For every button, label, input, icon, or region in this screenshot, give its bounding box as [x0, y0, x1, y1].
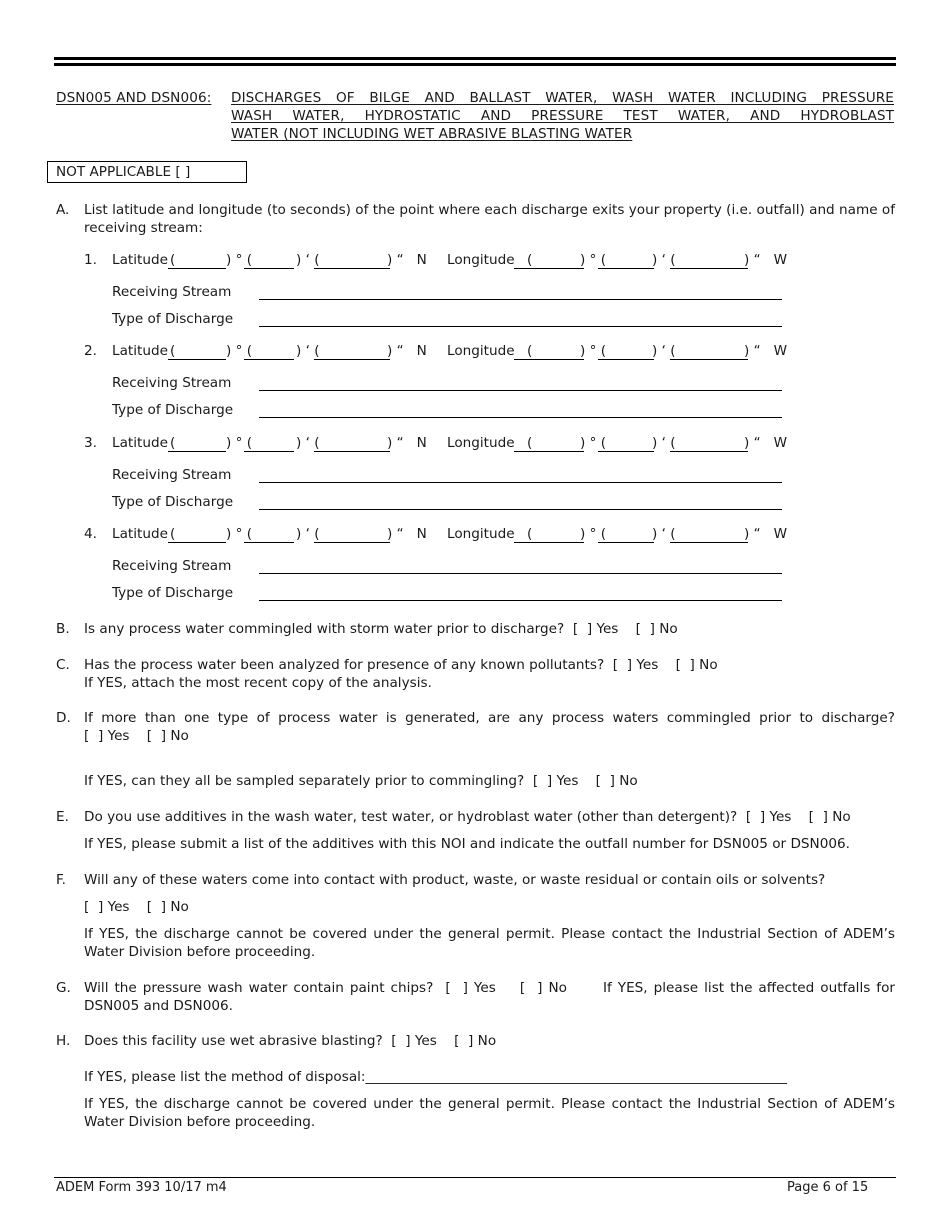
section-d-options[interactable]: [ ] Yes [ ] No — [84, 728, 189, 744]
latitude-degrees-open: ( — [170, 343, 176, 359]
not-applicable-checkbox[interactable]: NOT APPLICABLE [ ] — [47, 161, 247, 183]
longitude-degrees-input[interactable] — [514, 451, 584, 452]
latitude-degrees-open: ( — [170, 526, 176, 542]
latitude-label: Latitude — [112, 435, 168, 451]
longitude-degrees-open: ( — [527, 252, 533, 268]
latitude-degrees-input[interactable] — [168, 542, 226, 543]
latitude-minutes-close: ) ‘ ( — [296, 252, 320, 268]
location-number: 4. — [84, 526, 97, 542]
latitude-degrees-close: ) ° ( — [226, 435, 253, 451]
latitude-seconds-close: ) “ N — [387, 252, 427, 268]
latitude-seconds-input[interactable] — [314, 359, 390, 360]
section-h-text[interactable]: Does this facility use wet abrasive blasting? [ ] Yes [ ] No — [84, 1033, 497, 1049]
longitude-seconds-close: ) “ W — [744, 526, 788, 542]
title-line-1: DISCHARGES OF BILGE AND BALLAST WATER, WASH WATER INCLUDING PRESSURE — [231, 90, 894, 106]
longitude-degrees-input[interactable] — [514, 542, 584, 543]
section-d-text: If more than one type of process water is generated, are any process waters commingled prior to discharge? — [84, 710, 895, 726]
longitude-minutes-close: ) ‘ ( — [652, 526, 676, 542]
latitude-degrees-input[interactable] — [168, 268, 226, 269]
type-of-discharge-label: Type of Discharge — [112, 585, 234, 601]
latitude-minutes-input[interactable] — [244, 268, 294, 269]
longitude-minutes-input[interactable] — [598, 359, 654, 360]
longitude-degrees-input[interactable] — [514, 359, 584, 360]
receiving-stream-label: Receiving Stream — [112, 284, 232, 300]
latitude-degrees-input[interactable] — [168, 451, 226, 452]
latitude-degrees-open: ( — [170, 252, 176, 268]
receiving-stream-input[interactable] — [259, 482, 782, 483]
latitude-seconds-close: ) “ N — [387, 526, 427, 542]
longitude-degrees-open: ( — [527, 343, 533, 359]
latitude-seconds-input[interactable] — [314, 451, 390, 452]
latitude-degrees-close: ) ° ( — [226, 526, 253, 542]
location-number: 3. — [84, 435, 97, 451]
longitude-seconds-input[interactable] — [670, 451, 748, 452]
longitude-seconds-input[interactable] — [670, 268, 748, 269]
latitude-seconds-close: ) “ N — [387, 343, 427, 359]
section-e-letter: E. — [56, 809, 69, 825]
title-line-2: WASH WATER, HYDROSTATIC AND PRESSURE TEST WATER, AND HYDROBLAST — [231, 108, 894, 124]
type-of-discharge-input[interactable] — [259, 509, 782, 510]
latitude-minutes-input[interactable] — [244, 451, 294, 452]
longitude-minutes-input[interactable] — [598, 268, 654, 269]
latitude-minutes-close: ) ‘ ( — [296, 343, 320, 359]
longitude-degrees-input[interactable] — [514, 268, 584, 269]
form-id: ADEM Form 393 10/17 m4 — [56, 1180, 227, 1195]
type-of-discharge-label: Type of Discharge — [112, 311, 234, 327]
longitude-label: Longitude — [447, 435, 515, 451]
receiving-stream-input[interactable] — [259, 390, 782, 391]
longitude-minutes-close: ) ‘ ( — [652, 252, 676, 268]
longitude-degrees-close: ) ° ( — [580, 343, 607, 359]
section-f-options[interactable]: [ ] Yes [ ] No — [84, 899, 189, 915]
section-b-text[interactable]: Is any process water commingled with storm water prior to discharge? [ ] Yes [ ] No — [84, 621, 678, 637]
footer-rule — [54, 1177, 896, 1178]
longitude-seconds-input[interactable] — [670, 359, 748, 360]
section-c-followup: If YES, attach the most recent copy of the analysis. — [84, 675, 432, 691]
receiving-stream-input[interactable] — [259, 299, 782, 300]
longitude-degrees-close: ) ° ( — [580, 526, 607, 542]
latitude-label: Latitude — [112, 252, 168, 268]
receiving-stream-input[interactable] — [259, 573, 782, 574]
section-f-text: Will any of these waters come into contact with product, waste, or waste residual or contain oils or solvents? — [84, 872, 826, 888]
type-of-discharge-input[interactable] — [259, 600, 782, 601]
section-e-text[interactable]: Do you use additives in the wash water, test water, or hydroblast water (other than detergent)? [ ] Yes [ ] No — [84, 809, 851, 825]
section-g-letter: G. — [56, 980, 71, 996]
latitude-minutes-close: ) ‘ ( — [296, 526, 320, 542]
latitude-minutes-input[interactable] — [244, 359, 294, 360]
latitude-degrees-open: ( — [170, 435, 176, 451]
longitude-label: Longitude — [447, 526, 515, 542]
disposal-method-field[interactable]: If YES, please list the method of disposal:______________________________________________________________ — [84, 1069, 787, 1085]
page-number: Page 6 of 15 — [787, 1180, 869, 1195]
section-d-followup[interactable]: If YES, can they all be sampled separately prior to commingling? [ ] Yes [ ] No — [84, 773, 638, 789]
latitude-degrees-close: ) ° ( — [226, 252, 253, 268]
section-c-letter: C. — [56, 657, 70, 673]
longitude-label: Longitude — [447, 252, 515, 268]
latitude-minutes-input[interactable] — [244, 542, 294, 543]
section-e-followup: If YES, please submit a list of the additives with this NOI and indicate the outfall number for DSN005 or DSN006. — [84, 836, 850, 852]
latitude-minutes-close: ) ‘ ( — [296, 435, 320, 451]
header-rule-thin — [54, 63, 896, 66]
longitude-degrees-open: ( — [527, 435, 533, 451]
longitude-label: Longitude — [447, 343, 515, 359]
longitude-minutes-input[interactable] — [598, 542, 654, 543]
section-g-text[interactable]: Will the pressure wash water contain paint chips? [ ] Yes [ ] No If YES, please list the affected outfalls for DSN005 and DSN006. — [84, 980, 900, 1014]
section-c-text[interactable]: Has the process water been analyzed for presence of any known pollutants? [ ] Yes [ ] No — [84, 657, 718, 673]
longitude-degrees-close: ) ° ( — [580, 252, 607, 268]
type-of-discharge-label: Type of Discharge — [112, 494, 234, 510]
type-of-discharge-label: Type of Discharge — [112, 402, 234, 418]
latitude-seconds-input[interactable] — [314, 542, 390, 543]
title-prefix: DSN005 AND DSN006: — [56, 90, 212, 106]
latitude-label: Latitude — [112, 343, 168, 359]
location-number: 1. — [84, 252, 97, 268]
longitude-seconds-close: ) “ W — [744, 435, 788, 451]
section-a-text: List latitude and longitude (to seconds) of the point where each discharge exits your property (i.e. outfall) and name of receiving stream: — [84, 202, 895, 236]
latitude-degrees-input[interactable] — [168, 359, 226, 360]
location-number: 2. — [84, 343, 97, 359]
title-line-3: WATER (NOT INCLUDING WET ABRASIVE BLASTING WATER — [231, 126, 633, 142]
longitude-seconds-close: ) “ W — [744, 252, 788, 268]
receiving-stream-label: Receiving Stream — [112, 467, 232, 483]
section-f-followup: If YES, the discharge cannot be covered under the general permit. Please contact the Industrial Section of ADEM’s Water Division before proceeding. — [84, 926, 895, 960]
type-of-discharge-input[interactable] — [259, 326, 782, 327]
section-h-letter: H. — [56, 1033, 71, 1049]
longitude-degrees-open: ( — [527, 526, 533, 542]
receiving-stream-label: Receiving Stream — [112, 558, 232, 574]
latitude-seconds-close: ) “ N — [387, 435, 427, 451]
longitude-degrees-close: ) ° ( — [580, 435, 607, 451]
longitude-minutes-close: ) ‘ ( — [652, 343, 676, 359]
latitude-label: Latitude — [112, 526, 168, 542]
section-d-letter: D. — [56, 710, 71, 726]
latitude-seconds-input[interactable] — [314, 268, 390, 269]
longitude-seconds-input[interactable] — [670, 542, 748, 543]
type-of-discharge-input[interactable] — [259, 417, 782, 418]
section-f-letter: F. — [56, 872, 66, 888]
section-b-letter: B. — [56, 621, 70, 637]
receiving-stream-label: Receiving Stream — [112, 375, 232, 391]
longitude-minutes-close: ) ‘ ( — [652, 435, 676, 451]
longitude-minutes-input[interactable] — [598, 451, 654, 452]
longitude-seconds-close: ) “ W — [744, 343, 788, 359]
section-a-letter: A. — [56, 202, 70, 218]
latitude-degrees-close: ) ° ( — [226, 343, 253, 359]
header-rule-thick — [54, 57, 896, 60]
section-h-followup: If YES, the discharge cannot be covered under the general permit. Please contact the Industrial Section of ADEM’s Water Division before proceeding. — [84, 1096, 895, 1130]
